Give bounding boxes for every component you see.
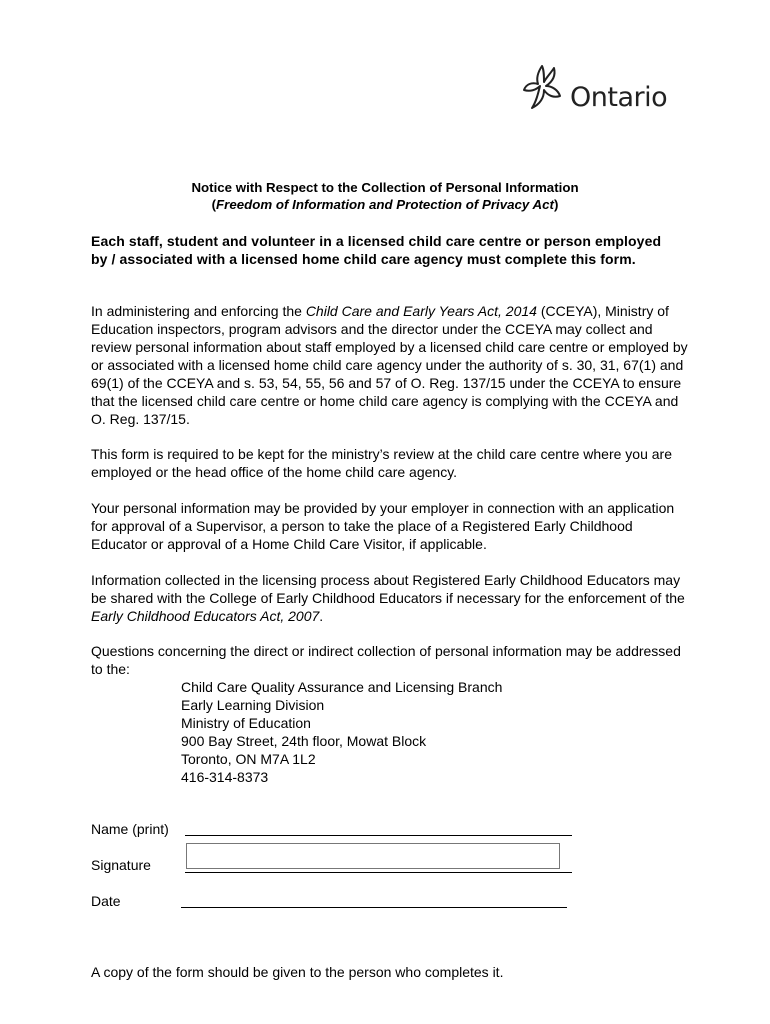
signature-line <box>185 872 572 873</box>
notice-subtitle: (Freedom of Information and Protection of Privacy Act) <box>211 197 559 212</box>
questions-paragraph: Questions concerning the direct or indirect collection of personal information may be addressed to the: <box>91 643 681 677</box>
notice-title: Notice with Respect to the Collection of Personal Information <box>191 180 579 195</box>
date-input-line[interactable] <box>181 907 567 908</box>
authority-text-1: In administering and enforcing the <box>91 303 306 319</box>
ontario-logo-text: Ontario <box>570 82 668 113</box>
footer-note: A copy of the form should be given to the person who completes it. <box>91 964 504 980</box>
address-line: Ministry of Education <box>181 715 311 731</box>
authority-paragraph <box>91 302 691 428</box>
foippa-title: Freedom of Information and Protection of Privacy Act <box>216 197 554 212</box>
retention-paragraph: This form is required to be kept for the ministry’s review at the child care centre where you are employed or the head office of the home child care agency. <box>91 446 672 480</box>
address-line: Early Learning Division <box>181 697 325 713</box>
intro-instruction: Each staff, student and volunteer in a licensed child care centre or person employed by / associated with a licensed home child care agency must complete this form. <box>91 233 662 267</box>
name-input-line[interactable] <box>185 835 572 836</box>
signature-field[interactable] <box>186 843 560 869</box>
address-line: 900 Bay Street, 24th floor, Mowat Block <box>181 733 427 749</box>
sharing-text-1: Information collected in the licensing process about Registered Early Childhood Educators may be shared with the College of Early Childhood Educators if necessary for the enforcement of the <box>91 572 685 606</box>
authority-text-2: (CCEYA), Ministry of Education inspectors, program advisors and the director under the CCEYA may collect and review personal information about staff employed by a licensed child care centre or employed by or associated with a licensed home child care agency under the authority of s. 30, 31, 67(1) and 69(1) of the CCEYA and s. 53, 54, 55, 56 and 57 of O. Reg. 137/15 under the CCEYA to ensure that the licensed child care centre or home child care agency is complying with the CCEYA and O. Reg. 137/15. <box>91 303 688 427</box>
ece-act-title: Early Childhood Educators Act, 2007 <box>91 608 320 624</box>
phone-number: 416-314-8373 <box>181 769 269 785</box>
sharing-text-2: . <box>319 608 324 624</box>
address-line: Child Care Quality Assurance and Licensing Branch <box>181 679 503 695</box>
name-label: Name (print) <box>91 821 169 837</box>
signature-label: Signature <box>91 857 151 873</box>
date-label: Date <box>91 893 121 909</box>
sharing-paragraph <box>91 571 691 625</box>
cceya-act-title: Child Care and Early Years Act, 2014 <box>305 303 537 319</box>
address-line: Toronto, ON M7A 1L2 <box>181 751 316 767</box>
disclosure-paragraph: Your personal information may be provided by your employer in connection with an application for approval of a Supervisor, a person to take the place of a Registered Early Childhood Educator or approval of a Home Child Care Visitor, if applicable. <box>91 500 675 552</box>
contact-address <box>181 678 502 786</box>
